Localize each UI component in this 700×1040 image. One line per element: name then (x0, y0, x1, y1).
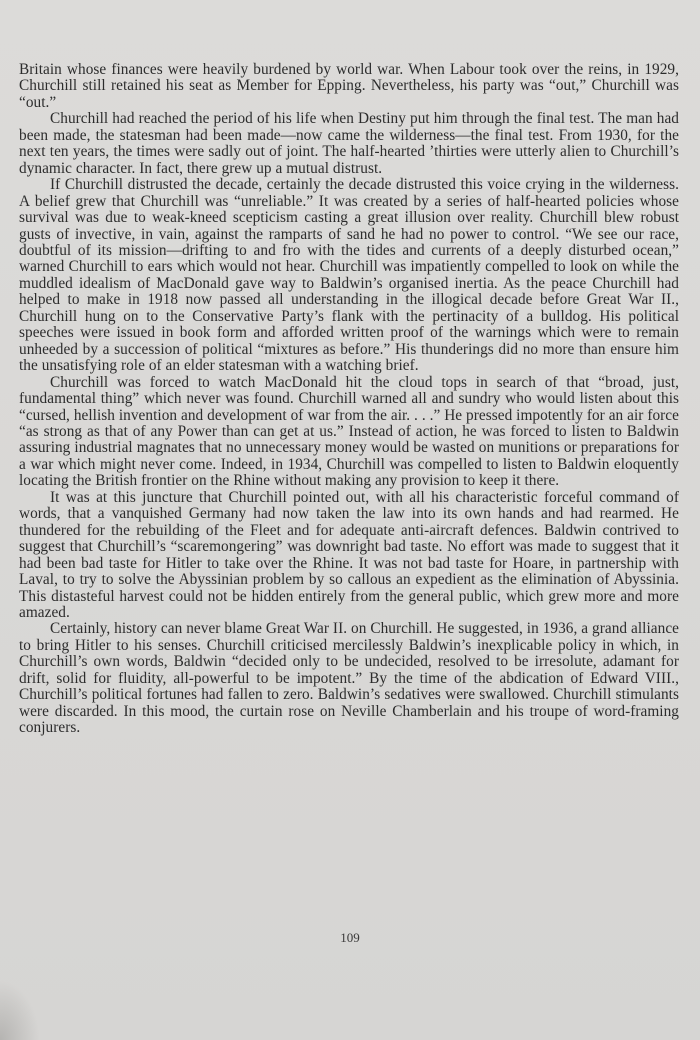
paragraph-4: Churchill was forced to watch MacDonald hit the cloud tops in search of that “broad, just, fundamental thing” which never was found. Churchill warned all and sundry who would listen about this “cursed, hellish invention and development of war from the air. . . .” He pressed impotently for an air force “as strong as that of any Power than can get at us.” Instead of action, he was forced to listen to Baldwin assuring industrial magnates that no unnecessary money would be wasted on munitions or preparations for a war which might never come. Indeed, in 1934, Churchill was compelled to listen to Baldwin eloquently locating the British frontier on the Rhine without making any provision to keep it there. (19, 373, 679, 490)
paragraph-1: Britain whose finances were heavily burdened by world war. When Labour took over the reins, in 1929, Churchill still retained his seat as Member for Epping. Nevertheless, his party was “out,” Churchill was “out.” (19, 61, 679, 111)
page-corner-shadow (0, 980, 40, 1040)
paragraph-3: If Churchill distrusted the decade, certainly the decade distrusted this voice crying in the wilderness. A belief grew that Churchill was “unreliable.” It was created by a series of half-hearted policies whose survival was due to weak-kneed scepticism casting a great illusion over reality. Churchill blew robust gusts of invective, in vain, against the ramparts of sand he had no power to control. “We see our race, doubtful of its mission—drifting to and fro with the tides and currents of a deeply disturbed ocean,” warned Churchill to ears which would not hear. Churchill was impatiently compelled to look on while the muddled idealism of MacDonald gave way to Baldwin’s organised inertia. As the peace Churchill had helped to make in 1918 now passed all understanding in the illogical decade before Great War II., Churchill hung on to the Conservative Party’s flank with the pertinacity of a bulldog. His political speeches were issued in book form and afforded written proof of the warnings which were to remain unheeded by a succession of political “mixtures as before.” His thunderings did no more than ensure him the unsatisfying role of an elder statesman with a watching brief. (19, 176, 679, 375)
page-number: 109 (340, 930, 360, 945)
paragraph-5: It was at this juncture that Churchill pointed out, with all his characteristic forceful command of words, that a vanquished Germany had now taken the law into its own hands and had rearmed. He thundered for the rebuilding of the Fleet and for adequate anti-aircraft defences. Baldwin contrived to suggest that Churchill’s “scaremongering” was downright bad taste. No effort was made to suggest that it had been bad taste for Hitler to take over the Rhine. It was not bad taste for Hoare, in partnership with Laval, to try to solve the Abyssinian problem by so callous an expedient as the elimination of Abyssinia. This distasteful harvest could not be hidden entirely from the general public, which grew more and more amazed. (19, 488, 679, 621)
paragraph-2: Churchill had reached the period of his life when Destiny put him through the final test. The man had been made, the statesman had been made—now came the wilderness—the final test. From 1930, for the next ten years, the times were sadly out of joint. The half-hearted ’thirties were utterly alien to Churchill’s dynamic character. In fact, there grew up a mutual distrust. (19, 110, 679, 177)
paragraph-6: Certainly, history can never blame Great War II. on Churchill. He suggested, in 1936, a grand alliance to bring Hitler to his senses. Churchill criticised mercilessly Baldwin’s inexplicable policy in which, in Churchill’s own words, Baldwin “decided only to be undecided, resolved to be irresolute, adamant for drift, solid for fluidity, all-powerful to be impotent.” By the time of the abdication of Edward VIII., Churchill’s political fortunes had fallen to zero. Baldwin’s sedatives were swallowed. Churchill stimulants were discarded. In this mood, the curtain rose on Neville Chamberlain and his troupe of word-framing conjurers. (19, 620, 679, 737)
body-text (19, 62, 679, 737)
